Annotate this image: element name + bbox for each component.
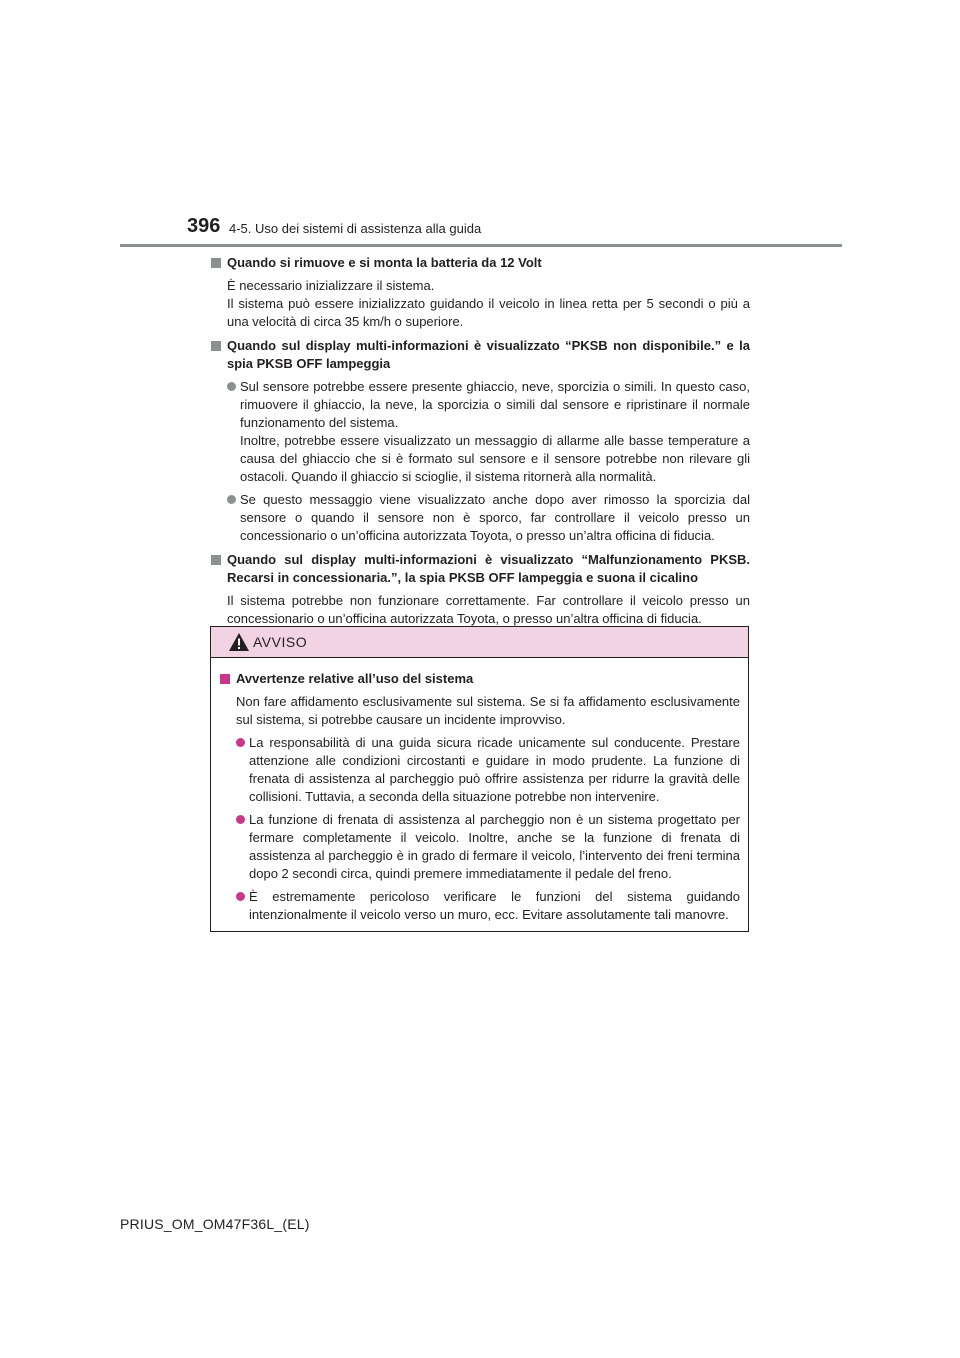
round-bullet-icon	[227, 382, 236, 391]
warning-intro: Non fare affidamento esclusivamente sul sistema. Se si fa affidamento esclusivamente sul sistema, si potrebbe causare un incidente improvviso.	[236, 694, 740, 727]
list-item	[211, 811, 740, 883]
list-item-text: La funzione di frenata di assistenza al parcheggio non è un sistema progettato per fermare completamente il veicolo. Inoltre, anche se la funzione di frenata di assistenza al parcheggio è in grado di fermare il veicolo, l’intervento dei freni termina dopo 2 secondi circa, quindi premere immediatamente il pedale del freno.	[249, 812, 740, 881]
warning-triangle-icon	[228, 632, 250, 652]
round-bullet-icon	[227, 495, 236, 504]
warning-heading	[211, 670, 740, 688]
square-bullet-icon	[211, 258, 221, 268]
list-item	[210, 491, 750, 545]
section-heading	[210, 551, 750, 587]
list-item	[211, 888, 740, 924]
paragraph	[210, 592, 750, 628]
square-bullet-icon	[211, 341, 221, 351]
section-heading	[210, 254, 750, 272]
list-item-text: Sul sensore potrebbe essere presente ghiaccio, neve, sporcizia o simili. In questo caso, rimuovere il ghiaccio, la neve, la sporcizia o simili dal sensore e ripristinare il normale funzionamento del sistema.	[240, 379, 750, 430]
list-item-text: Inoltre, potrebbe essere visualizzato un messaggio di allarme alle basse temperature a causa del ghiaccio che si è formato sul sensore e il sensore potrebbe non rilevare gli ostacoli. Quando il ghiaccio si scioglie, il sistema ritornerà alla normalità.	[240, 433, 750, 484]
round-bullet-icon	[236, 738, 245, 747]
square-bullet-icon	[211, 555, 221, 565]
warning-header	[211, 627, 748, 658]
header-rule	[120, 244, 842, 247]
list-item	[210, 378, 750, 486]
warning-box	[210, 626, 749, 932]
list-item-text: La responsabilità di una guida sicura ricade unicamente sul conducente. Prestare attenzione alle condizioni circostanti e guidare in modo prudente. La funzione di frenata di assistenza al parcheggio può offrire assistenza per ridurre la gravità delle collisioni. Tuttavia, a seconda della situazione potrebbe non intervenire.	[249, 735, 740, 804]
page-number: 396	[187, 215, 221, 237]
round-bullet-icon	[236, 815, 245, 824]
section-battery	[210, 254, 750, 331]
warning-body	[211, 658, 748, 924]
section-heading-text: Quando si rimuove e si monta la batteria da 12 Volt	[227, 255, 542, 270]
round-bullet-icon	[236, 892, 245, 901]
section-heading-text: Quando sul display multi-informazioni è visualizzato “PKSB non disponibile.” e la spia PKSB OFF lampeggia	[227, 338, 750, 371]
warning-heading-text: Avvertenze relative all’uso del sistema	[236, 671, 474, 686]
document-code: PRIUS_OM_OM47F36L_(EL)	[120, 1216, 310, 1232]
section-heading	[210, 337, 750, 373]
paragraph-line: È necessario inizializzare il sistema.	[227, 278, 435, 293]
paragraph	[210, 277, 750, 331]
section-title: 4-5. Uso dei sistemi di assistenza alla guida	[229, 221, 482, 236]
paragraph-line: Il sistema può essere inizializzato guidando il veicolo in linea retta per 5 secondi o più a una velocità di circa 35 km/h o superiore.	[227, 296, 750, 329]
section-pksb-unavailable	[210, 337, 750, 545]
list-item	[211, 734, 740, 806]
section-pksb-malfunction	[210, 551, 750, 628]
list-item-text: È estremamente pericoloso verificare le funzioni del sistema guidando intenzionalmente il veicolo verso un muro, ecc. Evitare assolutamente tali manovre.	[249, 889, 740, 922]
square-bullet-icon	[220, 674, 230, 684]
main-content	[210, 254, 750, 634]
list-item-text: Se questo messaggio viene visualizzato anche dopo aver rimosso la sporcizia dal sensore o quando il sensore non è sporco, far controllare il veicolo presso un concessionario o un’officina autorizzata Toyota, o presso un’altra officina di fiducia.	[240, 492, 750, 543]
paragraph-line: Il sistema potrebbe non funzionare correttamente. Far controllare il veicolo presso un concessionario o un’officina autorizzata Toyota, o presso un’altra officina di fiducia.	[227, 593, 750, 626]
warning-title: AVVISO	[253, 634, 308, 650]
section-heading-text: Quando sul display multi-informazioni è visualizzato “Malfunzionamento PKSB. Recarsi in concessionaria.”, la spia PKSB OFF lampeggia e suona il cicalino	[227, 552, 750, 585]
